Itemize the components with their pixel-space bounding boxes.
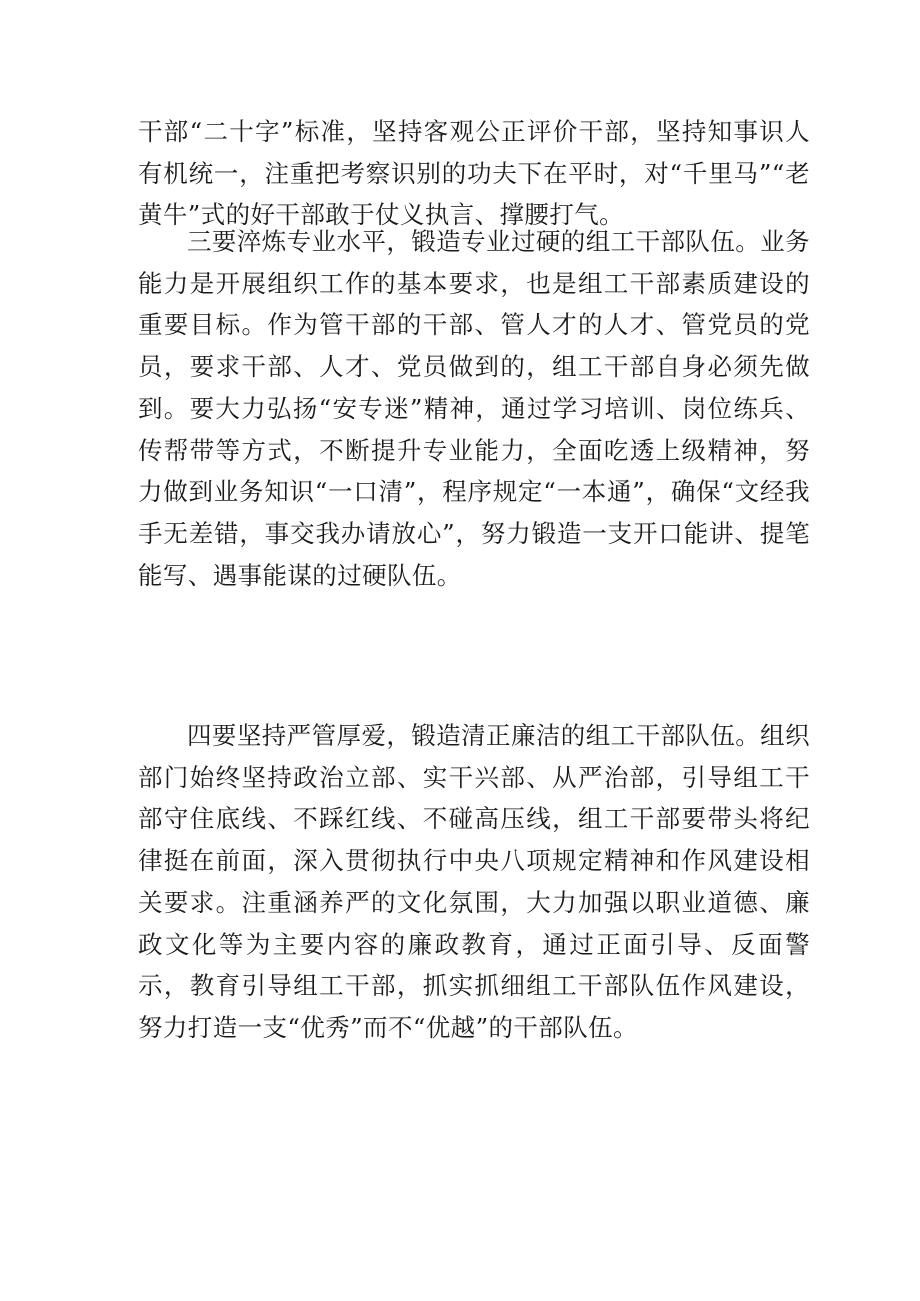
paragraph-point-four: 四要坚持严管厚爱，锻造清正廉洁的组工干部队伍。组织部门始终坚持政治立部、实干兴部、从严治部，引导组工干部守住底线、不踩红线、不碰高压线，组工干部要带头将纪律挺在前面，深入贯彻执行中央八项规定精神和作风建设相关要求。注重涵养严的文化氛围，大力加强以职业道德、廉政文化等为主要内容的廉政教育，通过正面引导、反面警示，教育引导组工干部，抓实抓细组工干部队伍作风建设，努力打造一支“优秀”而不“优越”的干部队伍。 bbox=[138, 721, 810, 1042]
paragraph-continuation: 干部“二十字”标准，坚持客观公正评价干部，坚持知事识人有机统一，注重把考察识别的功夫下在平时，对“千里马”“老黄牛”式的好干部敢于仗义执言、撑腰打气。 bbox=[138, 117, 810, 230]
paragraph-point-three: 三要淬炼专业水平，锻造专业过硬的组工干部队伍。业务能力是开展组织工作的基本要求，也是组工干部素质建设的重要目标。作为管干部的干部、管人才的人才、管党员的党员，要求干部、人才、党员做到的，组工干部自身必须先做到。要大力弘扬“安专迷”精神，通过学习培训、岗位练兵、传帮带等方式，不断提升专业能力，全面吃透上级精神，努力做到业务知识“一口清”，程序规定“一本通”，确保“文经我手无差错，事交我办请放心”，努力锻造一支开口能讲、提笔能写、遇事能谋的过硬队伍。 bbox=[138, 227, 810, 590]
